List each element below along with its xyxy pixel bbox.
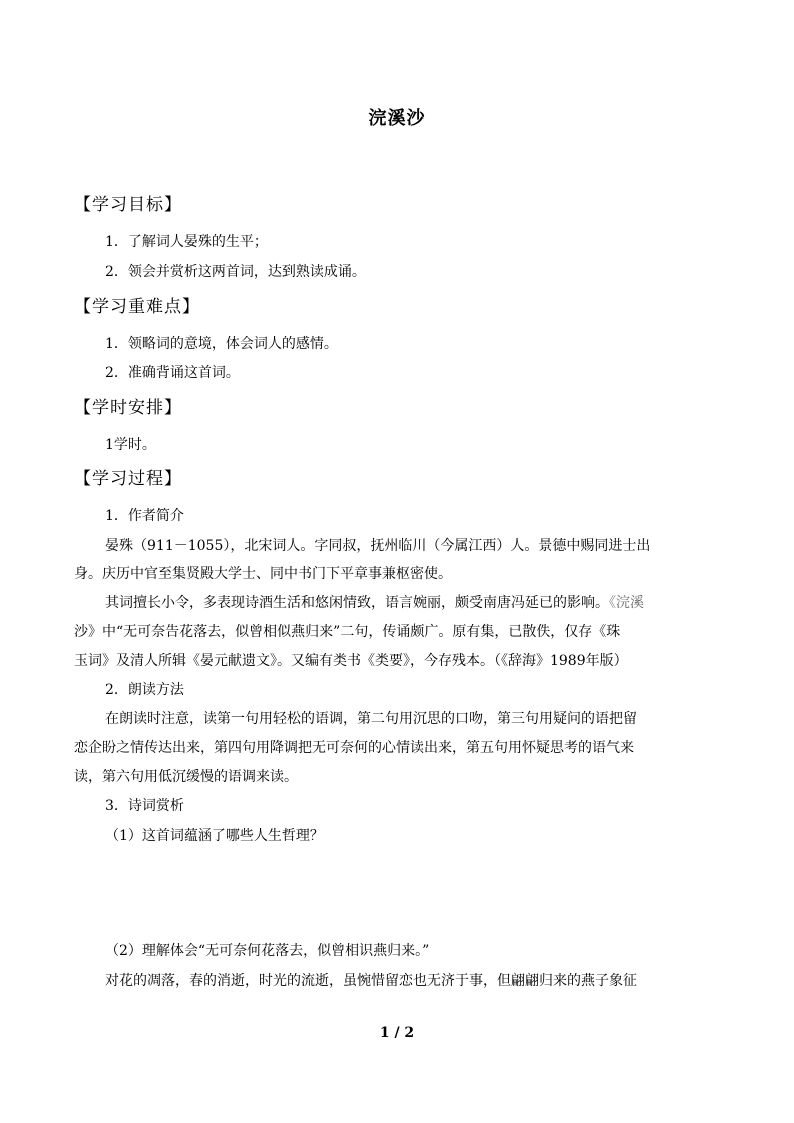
author-intro-line-3-text: 其词擅长小令，多表现诗酒生活和悠闲情致，语言婉丽，颇受南唐冯延已的影响。 (105, 595, 609, 611)
appreciation-heading: 3．诗词赏析 (105, 798, 184, 814)
author-intro-line-2: 身。庆历中官至集贤殿大学士、同中书门下平章事兼枢密使。 (74, 566, 452, 582)
section-heading-goals: 【学习目标】 (74, 195, 182, 215)
section-heading-time: 【学时安排】 (74, 398, 182, 418)
author-intro-line-3 (105, 593, 644, 613)
reading-method-line-3: 读，第六句用低沉缓慢的语调来读。 (74, 769, 298, 785)
goal-item-2: 2．领会并赏析这两首词，达到熟读成诵。 (105, 264, 366, 280)
reading-method-line-1: 在朗读时注意，读第一句用轻松的语调，第二句用沉思的口吻，第三句用疑问的语把留 (105, 711, 637, 727)
key-item-1: 1．领略词的意境，体会词人的感情。 (105, 336, 338, 352)
author-intro-heading: 1．作者简介 (105, 508, 184, 524)
reading-method-heading: 2．朗读方法 (105, 682, 184, 698)
section-heading-process: 【学习过程】 (74, 469, 182, 489)
time-text: 1学时。 (105, 437, 156, 453)
question-2: （2）理解体会“无可奈何花落去，似曾相识燕归来。” (105, 943, 430, 959)
section-heading-keys: 【学习重难点】 (74, 297, 200, 317)
author-intro-line-3-tail: 《浣溪 (609, 595, 644, 611)
author-intro-line-1: 晏殊（911－1055），北宋词人。字同叔，抚州临川（今属江西）人。景德中赐同进士出 (105, 538, 651, 554)
question-1: （1）这首词蕴涵了哪些人生哲理？ (105, 828, 324, 844)
author-intro-line-5: 玉词》及清人所辑《晏元献遗文》。又编有类书《类要》，今存残本。（《辞海》1989年版） (74, 653, 628, 669)
page-title: 浣溪沙 (368, 108, 426, 129)
question-2-answer-line-1: 对花的凋落，春的消逝，时光的流逝，虽惋惜留恋也无济于事，但翩翩归来的燕子象征 (105, 973, 637, 989)
reading-method-line-2: 恋企盼之情传达出来，第四句用降调把无可奈何的心情读出来，第五句用怀疑思考的语气来 (74, 740, 634, 756)
author-intro-line-4: 沙》中“无可奈告花落去，似曾相似燕归来”二句，传诵颇广。原有集，已散佚，仅存《珠 (74, 624, 621, 640)
key-item-2: 2．准确背诵这首词。 (105, 365, 240, 381)
page-number: 1 / 2 (379, 1025, 415, 1041)
goal-item-1: 1．了解词人晏殊的生平； (105, 234, 268, 250)
